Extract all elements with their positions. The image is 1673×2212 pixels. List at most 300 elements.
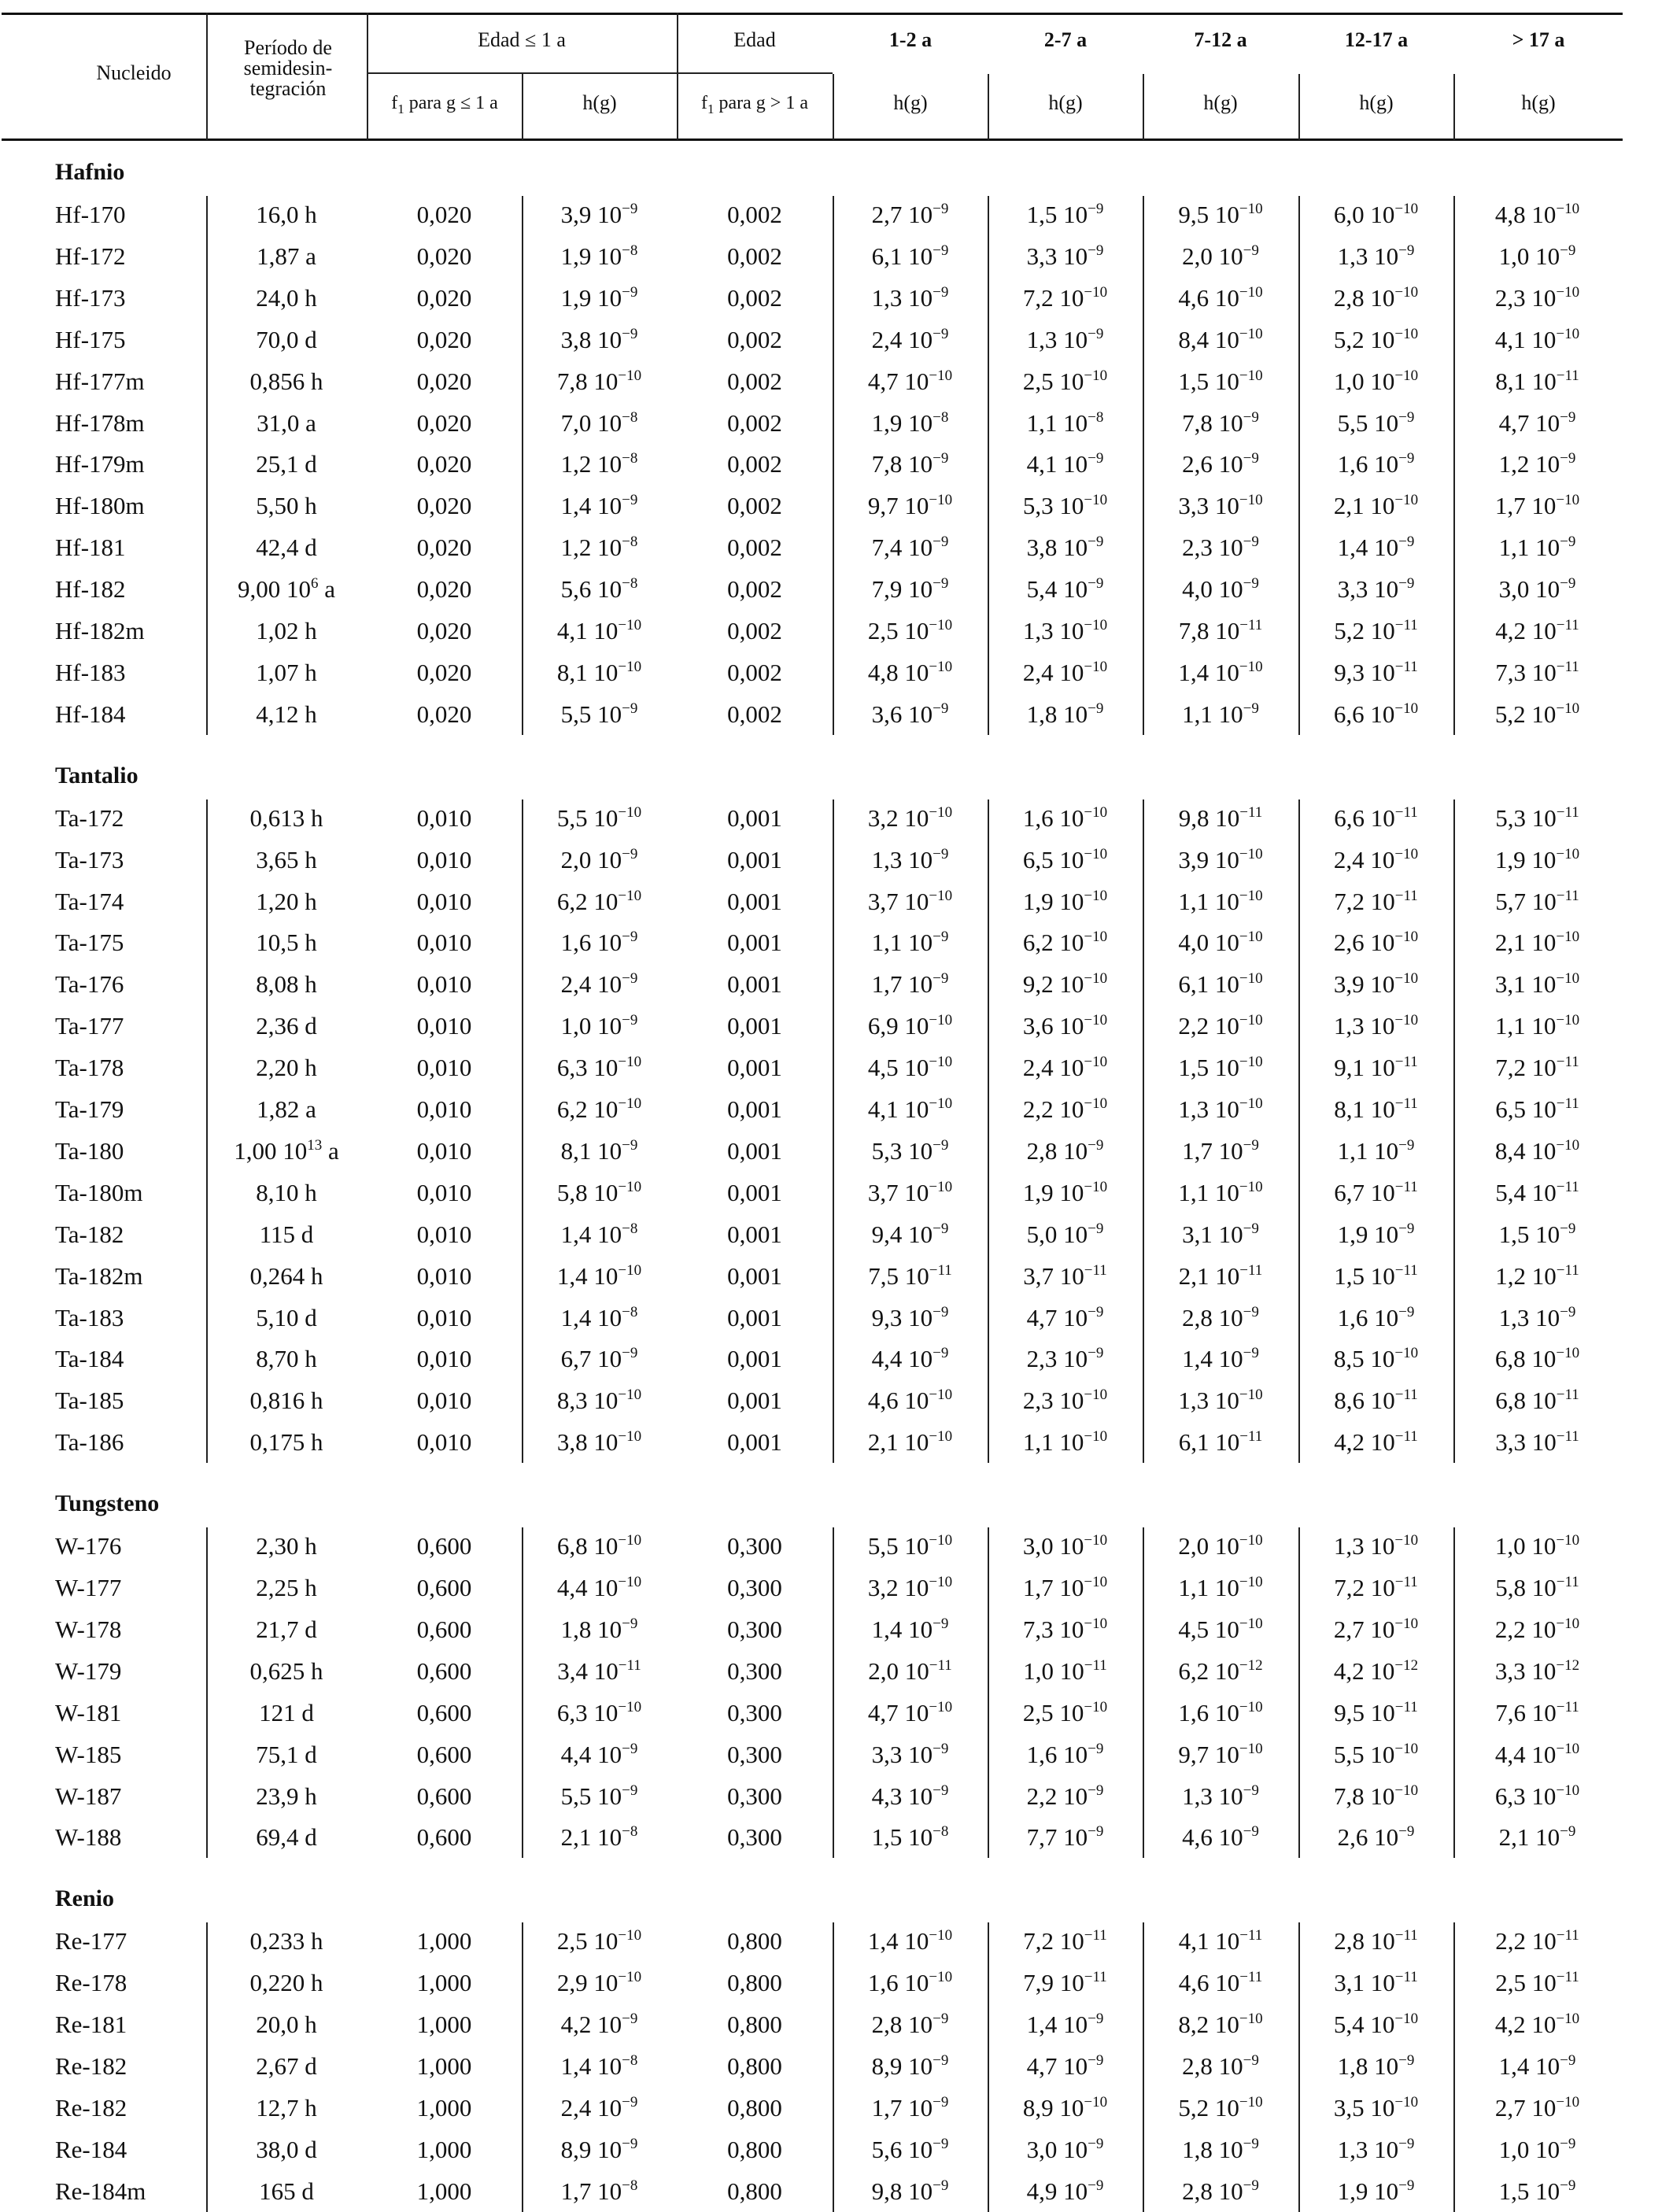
f1-gt-label: para g > 1 a [718,93,808,113]
cell-h-age-1-2: 9,8 $10^{-9}$ [871,2177,949,2205]
cell-periodo: 20,0 h [256,2011,317,2039]
header-nucleido: Nucleido [96,61,172,84]
column-separator [1298,1922,1300,2211]
cell-h-age-1-2: 2,4 $10^{-9}$ [871,325,949,353]
cell-h-age-12-17: 1,0 $10^{-10}$ [1333,367,1419,395]
cell-f1-adult: 0,800 [727,2135,782,2163]
cell-h-age-7-12: 2,3 $10^{-9}$ [1182,534,1259,562]
cell-f1-infant: 1,000 [416,2177,472,2205]
cell-nucleido: Hf-183 [55,658,126,686]
column-separator [1298,799,1300,1464]
cell-h-age-1-2: 2,7 $10^{-9}$ [871,201,949,228]
cell-h-age-2-7: 6,5 $10^{-10}$ [1022,845,1108,873]
cell-h-age-gt-17: 6,8 $10^{-11}$ [1495,1387,1579,1415]
cell-h-infant: 6,3 $10^{-10}$ [556,1698,642,1726]
cell-h-age-12-17: 6,7 $10^{-11}$ [1334,1178,1418,1206]
cell-h-age-2-7: 1,3 $10^{-10}$ [1022,617,1108,644]
cell-h-age-12-17: 2,8 $10^{-11}$ [1334,1927,1418,1955]
cell-periodo: 0,233 h [249,1927,323,1955]
cell-nucleido: Hf-182 [55,575,126,604]
cell-f1-infant: 0,600 [416,1615,472,1643]
cell-h-age-gt-17: 1,0 $10^{-9}$ [1498,242,1576,270]
cell-periodo: 16,0 h [256,201,317,228]
cell-h-age-gt-17: 2,7 $10^{-10}$ [1494,2093,1580,2122]
header-h-age: h(g) [1521,91,1556,114]
cell-h-age-12-17: 7,8 $10^{-10}$ [1333,1782,1419,1810]
cell-h-age-7-12: 6,2 $10^{-12}$ [1178,1656,1263,1685]
top-rule [2,13,1623,15]
cell-h-infant: 7,0 $10^{-8}$ [560,408,638,437]
cell-h-age-gt-17: 2,2 $10^{-10}$ [1494,1615,1580,1643]
cell-h-age-12-17: 2,6 $10^{-9}$ [1337,1823,1415,1852]
cell-f1-adult: 0,001 [727,845,782,873]
cell-h-age-gt-17: 5,4 $10^{-11}$ [1495,1178,1579,1206]
cell-h-age-7-12: 7,8 $10^{-11}$ [1178,617,1263,644]
column-separator [833,1922,834,2211]
cell-h-age-1-2: 9,7 $10^{-10}$ [867,492,953,520]
cell-f1-adult: 0,800 [727,2011,782,2039]
cell-h-age-7-12: 8,4 $10^{-10}$ [1178,325,1263,353]
cell-h-infant: 6,3 $10^{-10}$ [556,1054,642,1082]
cell-h-age-1-2: 2,8 $10^{-9}$ [871,2011,949,2039]
cell-h-age-2-7: 4,1 $10^{-9}$ [1026,450,1104,478]
cell-h-age-12-17: 1,1 $10^{-9}$ [1337,1136,1415,1165]
cell-periodo: 75,1 d [256,1740,317,1768]
cell-h-age-7-12: 4,0 $10^{-9}$ [1182,575,1259,604]
column-separator [206,1527,208,1858]
cell-h-age-gt-17: 2,5 $10^{-11}$ [1495,1969,1579,1997]
header-edad-le-1: Edad ≤ 1 a [478,28,566,51]
cell-h-age-7-12: 1,3 $10^{-10}$ [1178,1095,1263,1123]
cell-f1-adult: 0,300 [727,1574,782,1601]
cell-h-age-12-17: 1,6 $10^{-9}$ [1337,1303,1415,1331]
header-age-gt-17: > 17 a [1512,28,1565,51]
cell-nucleido: Re-177 [55,1927,127,1955]
cell-h-age-2-7: 2,2 $10^{-10}$ [1022,1095,1108,1123]
cell-nucleido: Hf-180m [55,492,145,520]
cell-h-age-1-2: 1,7 $10^{-9}$ [871,970,949,999]
cell-f1-infant: 0,020 [416,408,472,437]
cell-h-age-12-17: 2,6 $10^{-10}$ [1333,929,1419,957]
cell-periodo: 8,08 h [256,970,317,999]
cell-h-age-1-2: 9,4 $10^{-9}$ [871,1220,949,1248]
cell-nucleido: Ta-183 [55,1303,124,1331]
cell-periodo: 1,07 h [256,658,317,686]
cell-h-age-gt-17: 4,4 $10^{-10}$ [1494,1740,1580,1768]
cell-h-infant: 5,5 $10^{-9}$ [560,1782,638,1810]
cell-nucleido: Re-182 [55,2052,127,2080]
cell-periodo: 10,5 h [256,929,317,957]
cell-h-age-gt-17: 5,7 $10^{-11}$ [1495,887,1579,915]
cell-h-infant: 2,4 $10^{-9}$ [560,970,638,999]
cell-h-age-12-17: 1,3 $10^{-10}$ [1333,1532,1419,1560]
cell-nucleido: Ta-184 [55,1345,124,1373]
cell-nucleido: Ta-182 [55,1220,124,1248]
cell-f1-adult: 0,002 [727,700,782,728]
cell-f1-infant: 0,010 [416,845,472,873]
cell-periodo: 5,50 h [256,492,317,520]
cell-nucleido: Hf-177m [55,367,145,395]
cell-h-age-7-12: 6,1 $10^{-11}$ [1178,1428,1263,1457]
header-periodo [217,38,359,99]
cell-h-age-7-12: 2,8 $10^{-9}$ [1182,1303,1259,1331]
cell-h-infant: 5,6 $10^{-8}$ [560,575,638,604]
cell-f1-adult: 0,300 [727,1782,782,1810]
cell-h-age-12-17: 4,2 $10^{-12}$ [1333,1656,1419,1685]
cell-f1-infant: 1,000 [416,2052,472,2080]
cell-f1-adult: 0,001 [727,1178,782,1206]
column-separator [988,1527,989,1858]
cell-f1-infant: 0,020 [416,658,472,686]
cell-f1-infant: 0,010 [416,1345,472,1373]
cell-h-age-12-17: 7,2 $10^{-11}$ [1334,1574,1418,1601]
cell-f1-adult: 0,001 [727,1012,782,1040]
cell-h-age-12-17: 1,9 $10^{-9}$ [1337,1220,1415,1248]
cell-h-age-12-17: 9,3 $10^{-11}$ [1334,658,1418,686]
cell-nucleido: Hf-173 [55,283,126,312]
cell-h-age-2-7: 2,5 $10^{-10}$ [1022,367,1108,395]
cell-f1-infant: 0,020 [416,617,472,644]
column-separator [1143,196,1144,735]
column-separator [1143,799,1144,1464]
cell-f1-infant: 0,010 [416,970,472,999]
header-periodo-line: tegración [249,77,327,100]
cell-periodo: 0,220 h [249,1969,323,1997]
cell-h-age-gt-17: 8,4 $10^{-10}$ [1494,1136,1580,1165]
cell-h-age-12-17: 4,2 $10^{-11}$ [1334,1428,1418,1457]
cell-h-age-gt-17: 2,2 $10^{-11}$ [1495,1927,1579,1955]
subheader-rule [368,72,833,74]
cell-h-age-7-12: 1,8 $10^{-9}$ [1182,2135,1259,2163]
cell-h-age-7-12: 1,5 $10^{-10}$ [1178,367,1263,395]
cell-h-age-1-2: 4,7 $10^{-10}$ [867,1698,953,1726]
cell-periodo: 2,67 d [256,2052,317,2080]
cell-h-age-gt-17: 2,3 $10^{-10}$ [1494,283,1580,312]
cell-f1-adult: 0,001 [727,1261,782,1290]
cell-h-infant: 6,2 $10^{-10}$ [556,887,642,915]
cell-h-age-7-12: 1,1 $10^{-9}$ [1182,700,1259,728]
group-heading: Hafnio [55,159,125,185]
cell-h-age-1-2: 6,1 $10^{-9}$ [871,242,949,270]
cell-h-age-2-7: 1,6 $10^{-10}$ [1022,803,1108,832]
cell-h-age-gt-17: 6,5 $10^{-11}$ [1495,1095,1579,1123]
cell-h-age-2-7: 1,5 $10^{-9}$ [1026,201,1104,228]
cell-f1-infant: 0,010 [416,1261,472,1290]
cell-periodo: 24,0 h [256,283,317,312]
cell-periodo: 1,20 h [256,887,317,915]
cell-h-age-gt-17: 3,0 $10^{-9}$ [1498,575,1576,604]
cell-h-age-1-2: 3,7 $10^{-10}$ [867,1178,953,1206]
cell-h-age-gt-17: 1,2 $10^{-11}$ [1495,1261,1579,1290]
cell-h-age-2-7: 1,9 $10^{-10}$ [1022,1178,1108,1206]
cell-h-age-gt-17: 3,3 $10^{-12}$ [1494,1656,1580,1685]
cell-f1-adult: 0,002 [727,492,782,520]
cell-f1-adult: 0,002 [727,575,782,604]
cell-h-age-2-7: 7,9 $10^{-11}$ [1023,1969,1107,1997]
cell-h-age-12-17: 5,2 $10^{-10}$ [1333,325,1419,353]
cell-h-age-7-12: 9,5 $10^{-10}$ [1178,201,1263,228]
cell-h-age-7-12: 4,5 $10^{-10}$ [1178,1615,1263,1643]
cell-h-age-7-12: 5,2 $10^{-10}$ [1178,2093,1263,2122]
cell-h-age-7-12: 4,6 $10^{-9}$ [1182,1823,1259,1852]
cell-f1-adult: 0,001 [727,1220,782,1248]
cell-h-age-12-17: 1,3 $10^{-10}$ [1333,1012,1419,1040]
cell-f1-adult: 0,001 [727,970,782,999]
cell-periodo: 2,20 h [256,1054,317,1082]
f1-subscript: 1 [707,101,715,116]
cell-nucleido: W-177 [55,1574,122,1601]
cell-h-age-7-12: 2,8 $10^{-9}$ [1182,2052,1259,2080]
cell-nucleido: Ta-173 [55,845,124,873]
cell-f1-infant: 0,020 [416,201,472,228]
cell-h-age-gt-17: 2,1 $10^{-9}$ [1498,1823,1576,1852]
cell-nucleido: Re-184 [55,2135,127,2163]
cell-h-age-12-17: 9,1 $10^{-11}$ [1334,1054,1418,1082]
f1-symbol: f [391,93,398,113]
cell-h-age-2-7: 3,0 $10^{-9}$ [1026,2135,1104,2163]
cell-f1-infant: 1,000 [416,2135,472,2163]
cell-h-age-12-17: 3,1 $10^{-11}$ [1334,1969,1418,1997]
cell-f1-adult: 0,001 [727,803,782,832]
column-separator [833,1527,834,1858]
column-separator [833,196,834,735]
cell-f1-adult: 0,300 [727,1532,782,1560]
cell-nucleido: Ta-175 [55,929,124,957]
cell-h-age-12-17: 1,6 $10^{-9}$ [1337,450,1415,478]
cell-h-infant: 5,5 $10^{-10}$ [556,803,642,832]
group-heading: Tungsteno [55,1490,160,1517]
f1-symbol: f [701,93,707,113]
cell-h-age-2-7: 1,1 $10^{-8}$ [1026,408,1104,437]
cell-h-age-2-7: 3,7 $10^{-11}$ [1023,1261,1107,1290]
cell-h-age-2-7: 4,7 $10^{-9}$ [1026,1303,1104,1331]
cell-h-age-7-12: 7,8 $10^{-9}$ [1182,408,1259,437]
cell-h-age-2-7: 7,3 $10^{-10}$ [1022,1615,1108,1643]
cell-periodo: 2,30 h [256,1532,317,1560]
cell-h-age-12-17: 9,5 $10^{-11}$ [1334,1698,1418,1726]
cell-h-infant: 1,2 $10^{-8}$ [560,450,638,478]
cell-h-infant: 5,8 $10^{-10}$ [556,1178,642,1206]
cell-f1-infant: 0,010 [416,1012,472,1040]
cell-h-age-1-2: 1,6 $10^{-10}$ [867,1969,953,1997]
cell-h-age-1-2: 5,3 $10^{-9}$ [871,1136,949,1165]
cell-periodo: 69,4 d [256,1823,317,1852]
cell-nucleido: Hf-179m [55,450,145,478]
cell-f1-infant: 0,010 [416,1220,472,1248]
cell-f1-infant: 0,010 [416,1303,472,1331]
cell-h-infant: 8,1 $10^{-9}$ [560,1136,638,1165]
cell-periodo: 0,856 h [249,367,323,395]
cell-h-age-1-2: 1,5 $10^{-8}$ [871,1823,949,1852]
header-rule [2,138,1623,141]
cell-h-age-gt-17: 1,0 $10^{-10}$ [1494,1532,1580,1560]
cell-f1-adult: 0,800 [727,2177,782,2205]
cell-h-age-7-12: 2,6 $10^{-9}$ [1182,450,1259,478]
cell-f1-infant: 1,000 [416,1927,472,1955]
cell-periodo: 0,625 h [249,1656,323,1685]
cell-h-age-1-2: 9,3 $10^{-9}$ [871,1303,949,1331]
cell-h-age-12-17: 6,6 $10^{-10}$ [1333,700,1419,728]
cell-h-age-7-12: 6,1 $10^{-10}$ [1178,970,1263,999]
cell-h-age-gt-17: 4,7 $10^{-9}$ [1498,408,1576,437]
cell-nucleido: Hf-172 [55,242,126,270]
column-separator [522,799,523,1464]
cell-nucleido: Ta-177 [55,1012,124,1040]
cell-h-age-7-12: 2,0 $10^{-10}$ [1178,1532,1263,1560]
header-separator [206,13,208,140]
cell-h-age-gt-17: 1,1 $10^{-9}$ [1498,534,1576,562]
cell-h-infant: 8,9 $10^{-9}$ [560,2135,638,2163]
cell-h-age-2-7: 1,8 $10^{-9}$ [1026,700,1104,728]
cell-h-age-7-12: 4,0 $10^{-10}$ [1178,929,1263,957]
cell-f1-adult: 0,001 [727,1345,782,1373]
cell-h-infant: 1,6 $10^{-9}$ [560,929,638,957]
column-separator [206,1922,208,2211]
cell-h-age-1-2: 2,0 $10^{-11}$ [868,1656,952,1685]
cell-periodo: 42,4 d [256,534,317,562]
cell-f1-infant: 0,020 [416,575,472,604]
column-separator [522,1527,523,1858]
cell-nucleido: Ta-176 [55,970,124,999]
cell-f1-infant: 0,010 [416,1178,472,1206]
cell-h-age-2-7: 1,9 $10^{-10}$ [1022,887,1108,915]
cell-h-age-gt-17: 1,7 $10^{-10}$ [1494,492,1580,520]
cell-nucleido: Hf-181 [55,534,126,562]
cell-f1-infant: 0,020 [416,534,472,562]
cell-f1-adult: 0,300 [727,1656,782,1685]
cell-h-age-7-12: 9,8 $10^{-11}$ [1178,803,1263,832]
cell-f1-infant: 1,000 [416,1969,472,1997]
column-separator [1143,1527,1144,1858]
cell-f1-adult: 0,002 [727,450,782,478]
column-separator [988,1922,989,2211]
cell-h-age-gt-17: 7,3 $10^{-11}$ [1495,658,1579,686]
cell-h-age-1-2: 7,9 $10^{-9}$ [871,575,949,604]
cell-periodo: 115 d [259,1220,314,1248]
cell-nucleido: W-181 [55,1698,122,1726]
cell-h-age-1-2: 4,1 $10^{-10}$ [867,1095,953,1123]
cell-h-infant: 6,8 $10^{-10}$ [556,1532,642,1560]
cell-h-age-gt-17: 1,5 $10^{-9}$ [1498,1220,1576,1248]
cell-h-infant: 4,4 $10^{-10}$ [556,1574,642,1601]
cell-h-age-1-2: 4,6 $10^{-10}$ [867,1387,953,1415]
cell-h-infant: 8,3 $10^{-10}$ [556,1387,642,1415]
cell-h-age-12-17: 8,1 $10^{-11}$ [1334,1095,1418,1123]
cell-f1-adult: 0,002 [727,534,782,562]
cell-h-age-gt-17: 1,0 $10^{-9}$ [1498,2135,1576,2163]
cell-h-age-gt-17: 1,2 $10^{-9}$ [1498,450,1576,478]
cell-periodo: 1,02 h [256,617,317,644]
cell-periodo: 165 d [259,2177,314,2205]
cell-h-age-gt-17: 7,6 $10^{-11}$ [1495,1698,1579,1726]
cell-h-age-1-2: 5,6 $10^{-9}$ [871,2135,949,2163]
cell-h-age-7-12: 1,1 $10^{-10}$ [1178,1574,1263,1601]
cell-h-age-7-12: 2,8 $10^{-9}$ [1182,2177,1259,2205]
header-h-age: h(g) [1203,91,1238,114]
cell-f1-adult: 0,001 [727,1428,782,1457]
cell-nucleido: W-185 [55,1740,122,1768]
header-f1-le [367,91,523,121]
cell-h-age-1-2: 1,3 $10^{-9}$ [871,845,949,873]
cell-h-age-1-2: 1,4 $10^{-10}$ [867,1927,953,1955]
column-separator [522,196,523,735]
cell-h-infant: 1,4 $10^{-8}$ [560,2052,638,2080]
cell-f1-infant: 1,000 [416,2093,472,2122]
cell-h-infant: 1,7 $10^{-8}$ [560,2177,638,2205]
f1-subscript: 1 [397,101,404,116]
cell-h-age-gt-17: 1,3 $10^{-9}$ [1498,1303,1576,1331]
header-periodo-line: semidesin- [243,57,333,79]
header-age-7-12: 7-12 a [1194,28,1247,51]
cell-h-age-1-2: 3,2 $10^{-10}$ [867,803,953,832]
cell-nucleido: W-188 [55,1823,122,1852]
cell-nucleido: Ta-185 [55,1387,124,1415]
cell-h-age-2-7: 2,4 $10^{-10}$ [1022,1054,1108,1082]
cell-h-age-2-7: 2,8 $10^{-9}$ [1026,1136,1104,1165]
cell-h-age-2-7: 9,2 $10^{-10}$ [1022,970,1108,999]
cell-h-age-12-17: 6,6 $10^{-11}$ [1334,803,1418,832]
cell-nucleido: Ta-174 [55,887,124,915]
cell-h-age-2-7: 3,6 $10^{-10}$ [1022,1012,1108,1040]
cell-h-age-gt-17: 5,3 $10^{-11}$ [1495,803,1579,832]
cell-h-infant: 3,4 $10^{-11}$ [557,1656,641,1685]
header-age-12-17: 12-17 a [1344,28,1409,51]
cell-h-age-gt-17: 2,1 $10^{-10}$ [1494,929,1580,957]
cell-f1-infant: 0,600 [416,1823,472,1852]
cell-f1-infant: 0,600 [416,1574,472,1601]
cell-h-infant: 3,9 $10^{-9}$ [560,201,638,228]
cell-h-age-12-17: 5,5 $10^{-9}$ [1337,408,1415,437]
column-separator [1453,1922,1455,2211]
header-h-age: h(g) [893,91,928,114]
cell-f1-adult: 0,001 [727,1054,782,1082]
column-separator [1143,1922,1144,2211]
cell-f1-adult: 0,002 [727,283,782,312]
cell-h-age-gt-17: 4,8 $10^{-10}$ [1494,201,1580,228]
cell-h-age-1-2: 1,9 $10^{-8}$ [871,408,949,437]
cell-h-age-2-7: 1,0 $10^{-11}$ [1023,1656,1107,1685]
cell-periodo: 121 d [259,1698,314,1726]
cell-f1-infant: 0,010 [416,803,472,832]
cell-periodo: 25,1 d [256,450,317,478]
cell-f1-infant: 0,010 [416,1095,472,1123]
cell-f1-infant: 0,020 [416,283,472,312]
cell-nucleido: Ta-178 [55,1054,124,1082]
cell-h-age-1-2: 1,3 $10^{-9}$ [871,283,949,312]
cell-h-age-2-7: 7,7 $10^{-9}$ [1026,1823,1104,1852]
cell-h-infant: 1,8 $10^{-9}$ [560,1615,638,1643]
cell-h-age-2-7: 8,9 $10^{-10}$ [1022,2093,1108,2122]
cell-h-infant: 2,1 $10^{-8}$ [560,1823,638,1852]
cell-h-age-gt-17: 4,1 $10^{-10}$ [1494,325,1580,353]
cell-f1-adult: 0,300 [727,1823,782,1852]
cell-f1-adult: 0,001 [727,1303,782,1331]
cell-h-age-7-12: 1,5 $10^{-10}$ [1178,1054,1263,1082]
cell-h-infant: 2,9 $10^{-10}$ [556,1969,642,1997]
column-separator [1453,1527,1455,1858]
cell-f1-infant: 1,000 [416,2011,472,2039]
cell-h-age-1-2: 1,4 $10^{-9}$ [871,1615,949,1643]
group-heading: Renio [55,1885,114,1912]
cell-f1-infant: 0,010 [416,1136,472,1165]
cell-h-age-1-2: 4,8 $10^{-10}$ [867,658,953,686]
cell-h-infant: 6,2 $10^{-10}$ [556,1095,642,1123]
cell-h-age-12-17: 3,9 $10^{-10}$ [1333,970,1419,999]
cell-f1-adult: 0,800 [727,2093,782,2122]
cell-h-age-12-17: 1,4 $10^{-9}$ [1337,534,1415,562]
cell-h-infant: 3,8 $10^{-10}$ [556,1428,642,1457]
cell-h-age-gt-17: 5,2 $10^{-10}$ [1494,700,1580,728]
